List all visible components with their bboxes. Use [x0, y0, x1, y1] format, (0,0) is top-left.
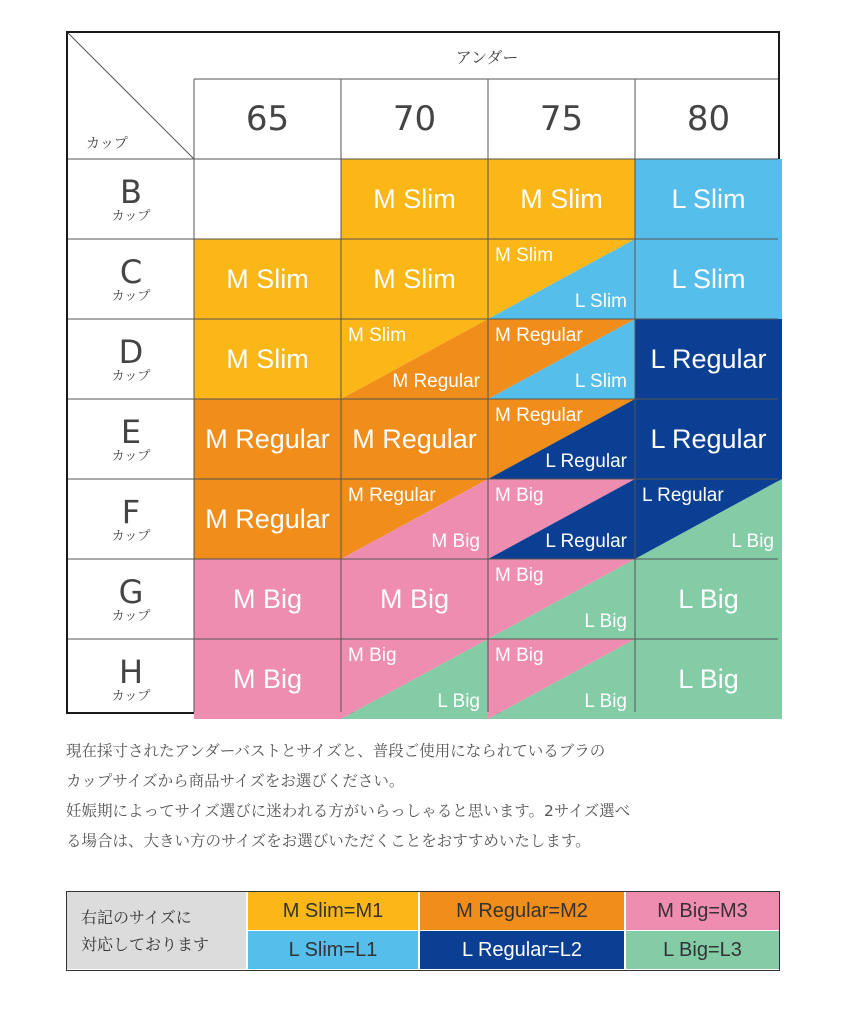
size-label-lower: L Big	[584, 691, 627, 712]
cup-letter: E	[120, 412, 142, 451]
legend-label-line: 対応しております	[81, 934, 210, 954]
legend-m-big: M Big=M3	[624, 892, 779, 930]
band-size-65: 65	[245, 99, 290, 139]
size-label-lower: M Regular	[392, 371, 480, 392]
legend-m-regular: M Regular=M2	[418, 892, 624, 930]
size-label: M Slim	[226, 263, 309, 294]
legend-label-line: 右記のサイズに	[81, 907, 192, 927]
legend-l-slim: L Slim=L1	[246, 931, 418, 969]
cup-suffix: カップ	[111, 288, 151, 304]
cup-letter: D	[118, 332, 144, 371]
size-label: M Big	[232, 663, 303, 694]
cup-suffix: カップ	[111, 528, 151, 544]
under-bust-header: アンダー	[455, 47, 519, 67]
description-line: る場合は、大きい方のサイズをお選びいただくことをおすすめいたします。	[66, 832, 591, 850]
cup-letter: H	[118, 652, 144, 691]
size-label: L Regular	[650, 343, 767, 374]
corner-diagonal	[68, 33, 194, 159]
size-label-upper: M Regular	[348, 485, 436, 506]
legend-m-slim: M Slim=M1	[246, 892, 418, 930]
size-label: M Slim	[373, 183, 456, 214]
cup-suffix: カップ	[111, 368, 151, 384]
grid-lines	[68, 33, 778, 712]
size-label: M Regular	[352, 423, 477, 454]
size-label-upper: M Big	[495, 565, 544, 586]
size-label-lower: L Slim	[574, 291, 627, 312]
size-label: L Big	[678, 583, 739, 614]
legend-l-big: L Big=L3	[624, 931, 779, 969]
size-label-lower: L Big	[437, 691, 480, 712]
size-label: M Slim	[520, 183, 603, 214]
size-label: L Slim	[671, 183, 746, 214]
cup-letter: F	[121, 492, 141, 531]
size-legend	[66, 891, 780, 971]
size-label: M Slim	[373, 263, 456, 294]
size-label-lower: M Big	[431, 531, 480, 552]
legend-label	[67, 892, 246, 969]
cup-suffix: カップ	[111, 608, 151, 624]
size-label: M Big	[379, 583, 450, 614]
size-label-lower: L Regular	[545, 531, 627, 552]
cup-letter: C	[119, 252, 143, 291]
size-label-lower: L Big	[731, 531, 774, 552]
band-size-80: 80	[686, 99, 731, 139]
size-label-lower: L Regular	[545, 451, 627, 472]
band-size-70: 70	[392, 99, 437, 139]
cup-suffix: カップ	[111, 688, 151, 704]
description-line: 現在採寸されたアンダーバストとサイズと、普段ご使用になられているブラの	[66, 742, 606, 760]
size-label: M Slim	[226, 343, 309, 374]
size-label-upper: M Regular	[495, 405, 583, 426]
size-label: L Slim	[671, 263, 746, 294]
description	[66, 736, 786, 856]
size-label: M Big	[232, 583, 303, 614]
cup-suffix: カップ	[111, 208, 151, 224]
size-label: L Regular	[650, 423, 767, 454]
size-label-upper: M Slim	[495, 245, 554, 266]
size-label-upper: M Slim	[348, 325, 407, 346]
legend-l-regular: L Regular=L2	[418, 931, 624, 969]
size-chart	[66, 31, 780, 714]
size-label-lower: L Slim	[574, 371, 627, 392]
size-label-upper: M Big	[348, 645, 397, 666]
cup-header: カップ	[86, 136, 128, 152]
size-label-lower: L Big	[584, 611, 627, 632]
size-label: L Big	[678, 663, 739, 694]
band-size-75: 75	[539, 99, 584, 139]
cup-suffix: カップ	[111, 448, 151, 464]
cup-letter: G	[118, 572, 144, 611]
size-label: M Regular	[205, 423, 330, 454]
size-label-upper: M Regular	[495, 325, 583, 346]
description-line: 妊娠期によってサイズ選びに迷われる方がいらっしゃると思います。2サイズ選べ	[66, 802, 631, 820]
size-label-upper: M Big	[495, 645, 544, 666]
size-label-upper: M Big	[495, 485, 544, 506]
description-line: カップサイズから商品サイズをお選びください。	[66, 772, 405, 790]
size-label: M Regular	[205, 503, 330, 534]
cup-letter: B	[120, 172, 142, 211]
size-label-upper: L Regular	[642, 485, 724, 506]
